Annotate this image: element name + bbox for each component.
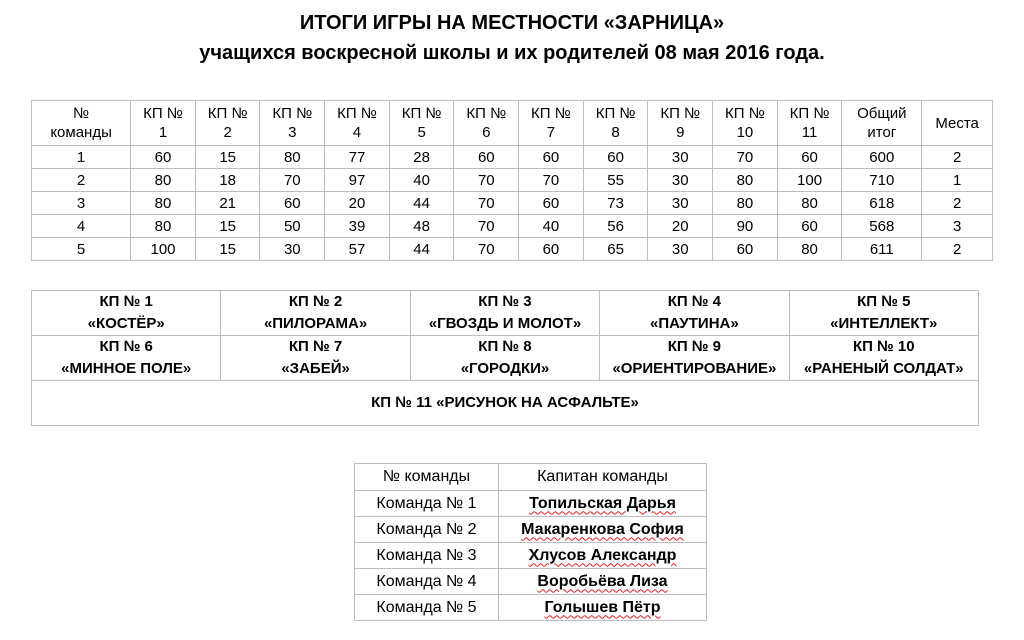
team-cell: Команда № 3 (355, 543, 499, 569)
table-cell: 73 (583, 192, 648, 215)
captain-cell (499, 491, 707, 517)
stations-row (32, 291, 979, 336)
table-cell: 60 (583, 146, 648, 169)
table-cell: 80 (131, 215, 196, 238)
team-cell: Команда № 1 (355, 491, 499, 517)
table-cell: 70 (713, 146, 778, 169)
table-cell: 15 (195, 215, 260, 238)
station-cell: КП № 8 «ГОРОДКИ» (410, 336, 599, 381)
table-cell: 20 (325, 192, 390, 215)
captain-cell (499, 543, 707, 569)
table-cell: 30 (260, 238, 325, 261)
table-row (32, 215, 993, 238)
table-cell: 600 (842, 146, 922, 169)
table-cell: 60 (454, 146, 519, 169)
table-cell: 18 (195, 169, 260, 192)
header-kp-7: КП № 7 (519, 101, 584, 146)
table-row (355, 543, 707, 569)
table-cell: 30 (648, 192, 713, 215)
station-cell: КП № 9 «ОРИЕНТИРОВАНИЕ» (600, 336, 789, 381)
table-cell: 21 (195, 192, 260, 215)
table-cell: 30 (648, 146, 713, 169)
table-row (355, 491, 707, 517)
table-cell: 70 (454, 192, 519, 215)
header-captain: Капитан команды (499, 464, 707, 491)
table-row (355, 595, 707, 621)
station-cell: КП № 7 «ЗАБЕЙ» (221, 336, 410, 381)
table-cell: 65 (583, 238, 648, 261)
header-total: Общий итог (842, 101, 922, 146)
captain-cell (499, 595, 707, 621)
captains-table (354, 463, 707, 621)
header-kp-6: КП № 6 (454, 101, 519, 146)
table-cell: 70 (260, 169, 325, 192)
table-cell: 70 (454, 215, 519, 238)
table-row (32, 146, 993, 169)
table-cell: 60 (260, 192, 325, 215)
table-cell: 60 (777, 146, 842, 169)
station-cell-last: КП № 11 «РИСУНОК НА АСФАЛЬТЕ» (32, 381, 979, 426)
document-subtitle: учащихся воскресной школы и их родителей 08 мая 2016 года. (199, 42, 825, 64)
header-team: № команды (355, 464, 499, 491)
captain-name: Голышев Пётр (544, 598, 661, 616)
table-cell: 60 (519, 238, 584, 261)
table-cell: 70 (454, 169, 519, 192)
captain-name: Макаренкова София (521, 520, 684, 538)
table-cell: 57 (325, 238, 390, 261)
captains-header-row (355, 464, 707, 491)
table-cell: 80 (260, 146, 325, 169)
table-cell: 710 (842, 169, 922, 192)
table-cell: 30 (648, 238, 713, 261)
table-cell: 60 (777, 215, 842, 238)
team-cell: Команда № 2 (355, 517, 499, 543)
table-cell: 15 (195, 146, 260, 169)
team-cell: Команда № 5 (355, 595, 499, 621)
table-cell: 3 (32, 192, 131, 215)
table-cell: 618 (842, 192, 922, 215)
table-cell: 70 (519, 169, 584, 192)
captain-name: Топильская Дарья (529, 494, 676, 512)
station-cell: КП № 10 «РАНЕНЫЙ СОЛДАТ» (789, 336, 978, 381)
table-cell: 100 (777, 169, 842, 192)
table-cell: 2 (32, 169, 131, 192)
table-row (355, 569, 707, 595)
captain-name: Хлусов Александр (528, 546, 677, 564)
table-cell: 28 (389, 146, 454, 169)
header-kp-11: КП № 11 (777, 101, 842, 146)
table-cell: 100 (131, 238, 196, 261)
table-cell: 15 (195, 238, 260, 261)
table-cell: 80 (131, 169, 196, 192)
stations-table (31, 290, 979, 426)
table-cell: 60 (131, 146, 196, 169)
table-row (32, 192, 993, 215)
header-place: Места (922, 101, 993, 146)
station-cell: КП № 2 «ПИЛОРАМА» (221, 291, 410, 336)
header-kp-1: КП № 1 (131, 101, 196, 146)
stations-row (32, 336, 979, 381)
table-cell: 48 (389, 215, 454, 238)
station-cell: КП № 1 «КОСТЁР» (32, 291, 221, 336)
station-cell: КП № 6 «МИННОЕ ПОЛЕ» (32, 336, 221, 381)
header-kp-9: КП № 9 (648, 101, 713, 146)
table-cell: 30 (648, 169, 713, 192)
table-cell: 20 (648, 215, 713, 238)
results-table (31, 100, 993, 261)
header-kp-3: КП № 3 (260, 101, 325, 146)
captain-cell (499, 517, 707, 543)
header-kp-5: КП № 5 (389, 101, 454, 146)
table-cell: 80 (713, 169, 778, 192)
table-cell: 1 (922, 169, 993, 192)
document-title: ИТОГИ ИГРЫ НА МЕСТНОСТИ «ЗАРНИЦА» (299, 12, 725, 34)
table-cell: 80 (713, 192, 778, 215)
table-cell: 70 (454, 238, 519, 261)
table-cell: 97 (325, 169, 390, 192)
header-kp-4: КП № 4 (325, 101, 390, 146)
table-row (32, 238, 993, 261)
table-cell: 39 (325, 215, 390, 238)
table-cell: 2 (922, 192, 993, 215)
station-cell: КП № 3 «ГВОЗДЬ И МОЛОТ» (410, 291, 599, 336)
header-kp-8: КП № 8 (583, 101, 648, 146)
table-cell: 80 (131, 192, 196, 215)
table-cell: 60 (519, 192, 584, 215)
stations-row (32, 381, 979, 426)
header-team-number: № команды (32, 101, 131, 146)
table-cell: 56 (583, 215, 648, 238)
table-cell: 1 (32, 146, 131, 169)
table-cell: 60 (519, 146, 584, 169)
table-cell: 2 (922, 146, 993, 169)
table-cell: 4 (32, 215, 131, 238)
station-cell: КП № 5 «ИНТЕЛЛЕКТ» (789, 291, 978, 336)
table-cell: 90 (713, 215, 778, 238)
team-cell: Команда № 4 (355, 569, 499, 595)
table-cell: 40 (519, 215, 584, 238)
table-cell: 50 (260, 215, 325, 238)
table-cell: 568 (842, 215, 922, 238)
table-cell: 2 (922, 238, 993, 261)
header-kp-2: КП № 2 (195, 101, 260, 146)
table-cell: 80 (777, 238, 842, 261)
table-row (355, 517, 707, 543)
table-cell: 60 (713, 238, 778, 261)
table-cell: 80 (777, 192, 842, 215)
table-cell: 40 (389, 169, 454, 192)
table-cell: 3 (922, 215, 993, 238)
table-cell: 611 (842, 238, 922, 261)
table-cell: 55 (583, 169, 648, 192)
table-cell: 77 (325, 146, 390, 169)
captain-name: Воробьёва Лиза (537, 572, 668, 590)
table-cell: 44 (389, 238, 454, 261)
table-cell: 5 (32, 238, 131, 261)
table-row (32, 169, 993, 192)
table-cell: 44 (389, 192, 454, 215)
header-kp-10: КП № 10 (713, 101, 778, 146)
captain-cell (499, 569, 707, 595)
results-header-row (32, 101, 993, 146)
station-cell: КП № 4 «ПАУТИНА» (600, 291, 789, 336)
